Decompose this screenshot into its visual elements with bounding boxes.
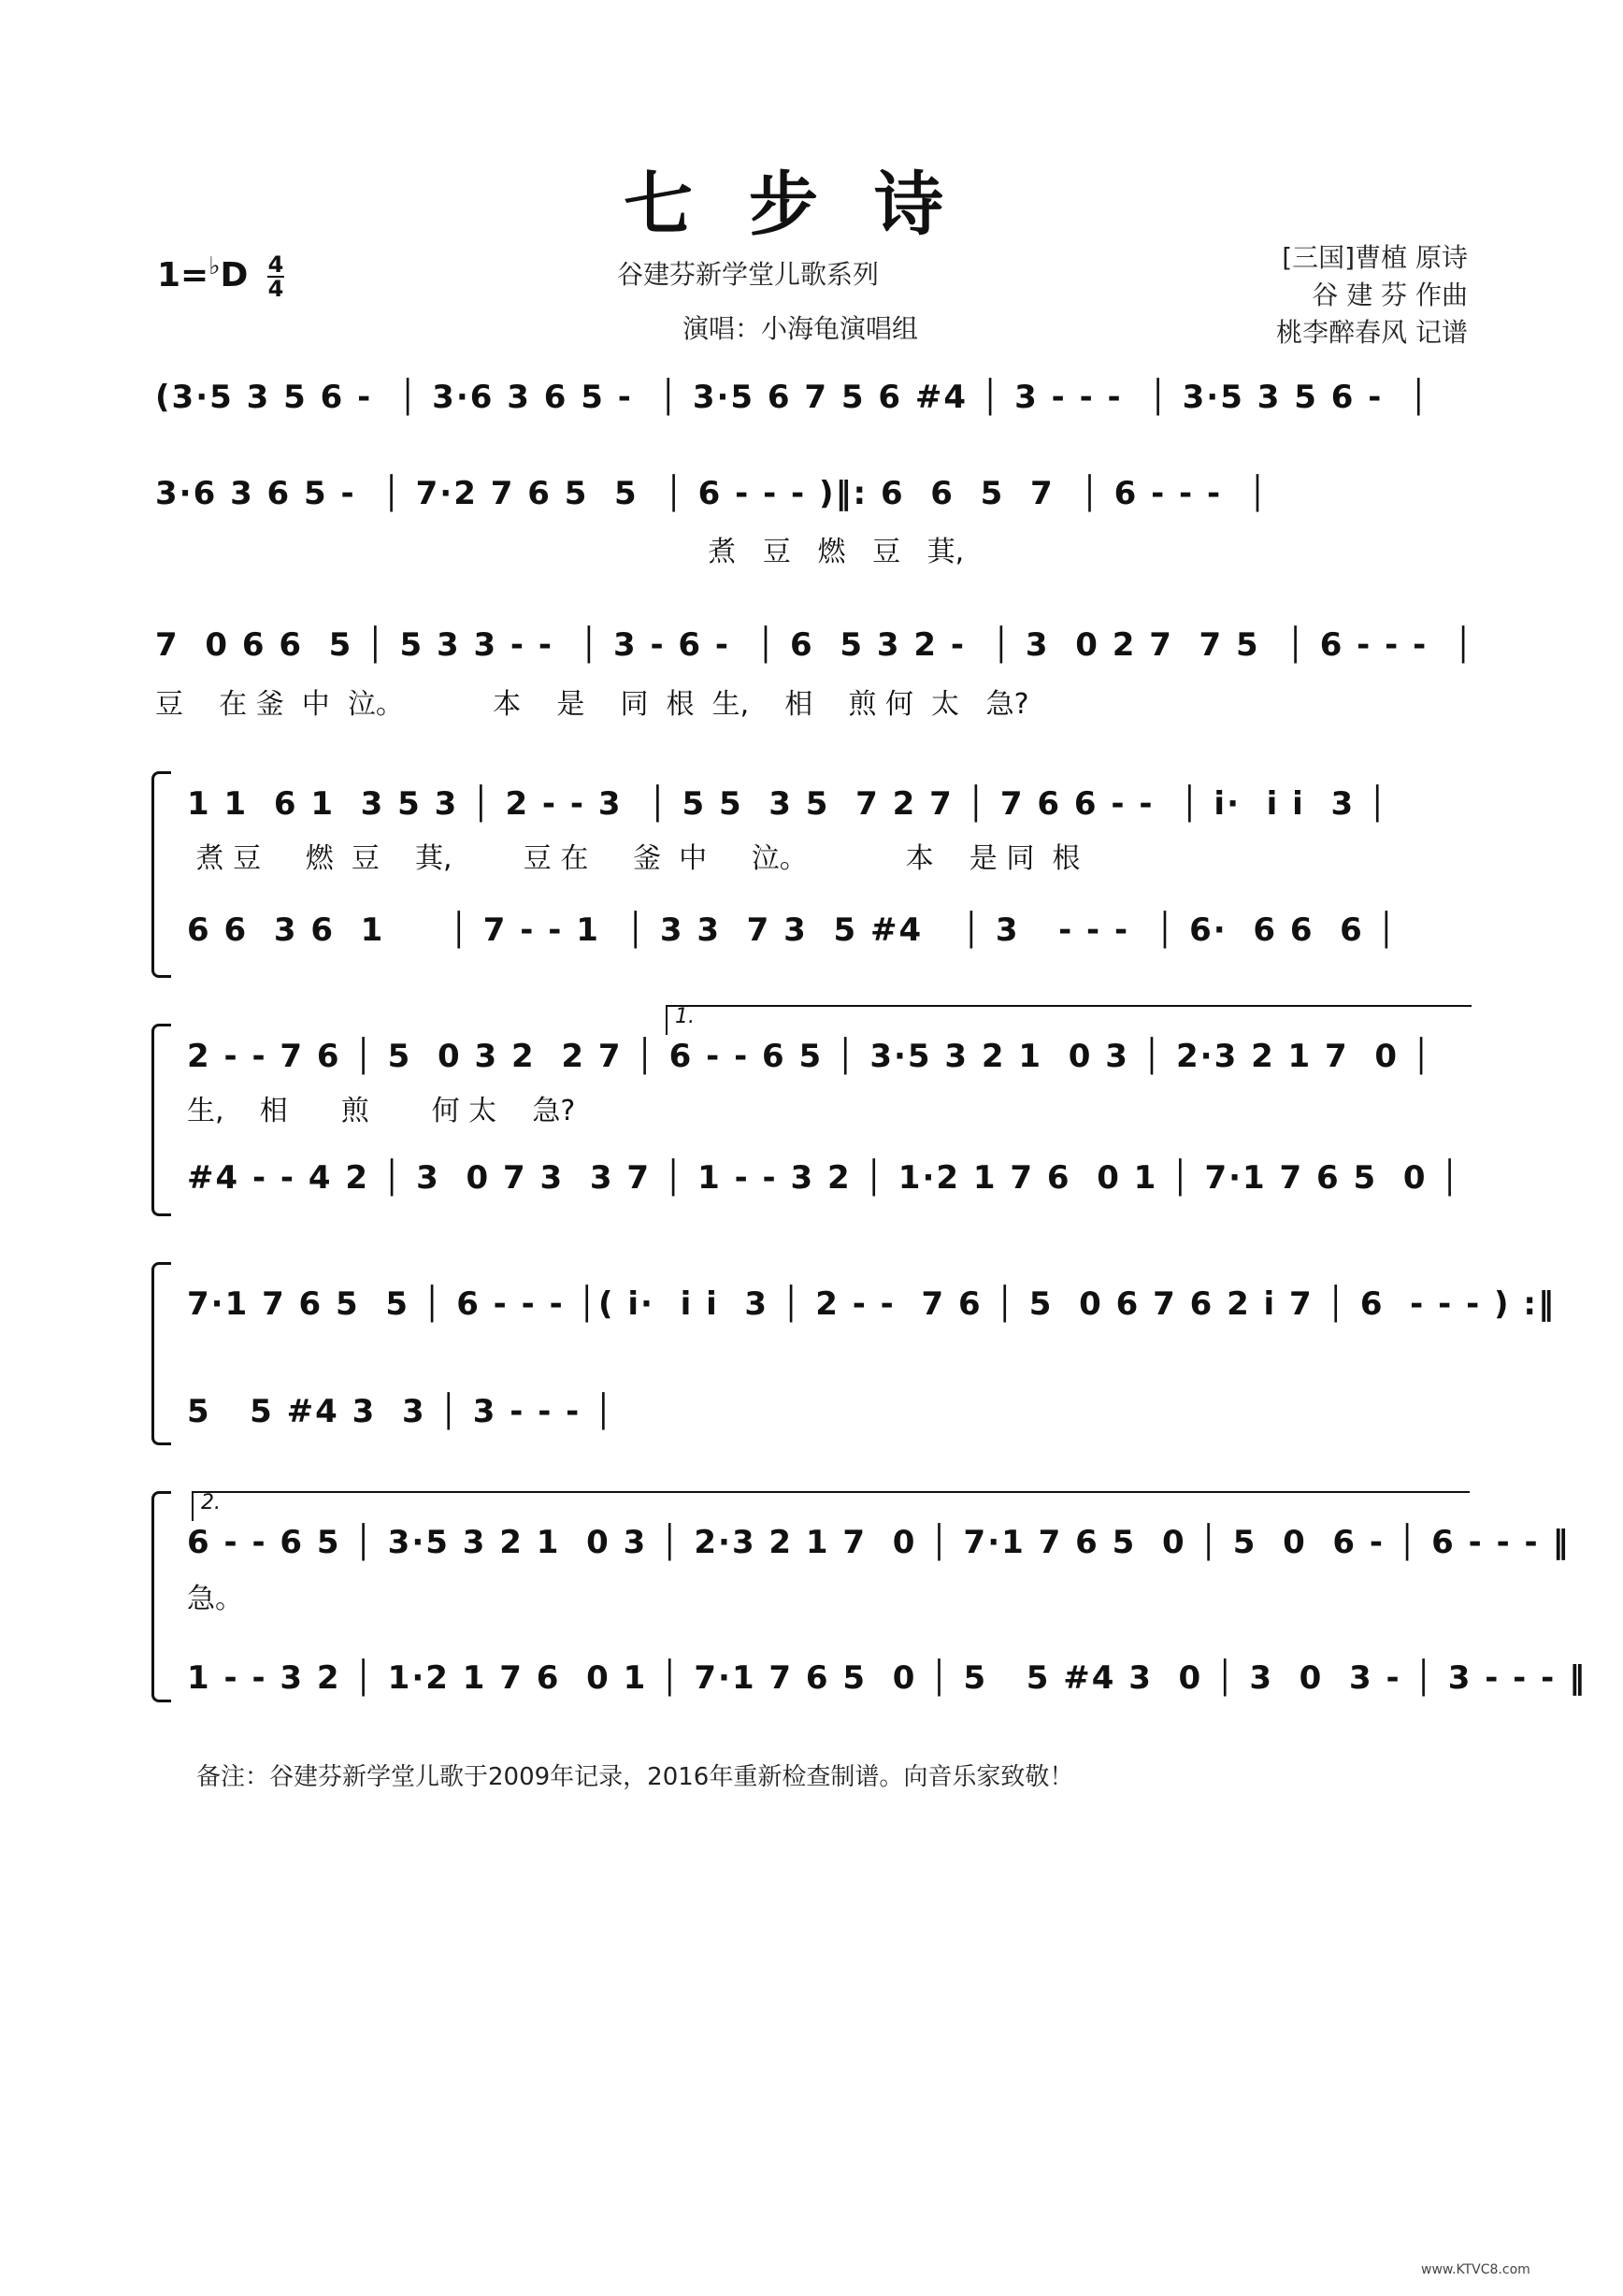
score-row-5-upper: 2 - - 7 6 │ 5 0 3 2 2 7 │ 6 - - 6 5 │ 3·5 3 2 1 0 3 │ 2·3 2 1 7 0 │ [187,1038,1433,1075]
score-row-3: 7 0 6 6 5 │ 5 3 3 - - │ 3 - 6 - │ 6 5 3 2 - │ 3 0 2 7 7 5 │ 6 - - - │ [155,626,1475,664]
score-row-7-lower: 1 - - 3 2 │ 1·2 1 7 6 0 1 │ 7·1 7 6 5 0 │ 5 5 #4 3 0 │ 3 0 3 - │ 3 - - - ‖ [187,1659,1587,1697]
credit-transcriber: 桃李醉春风 记谱 [1276,317,1468,348]
credits [1234,239,1468,352]
key-signature [157,252,284,300]
key-label: 1= [157,256,209,294]
system-brace-1 [151,771,171,978]
time-signature [267,253,284,300]
flat-sign: ♭ [208,252,221,280]
score-row-7-upper: 6 - - 6 5 │ 3·5 3 2 1 0 3 │ 2·3 2 1 7 0 │ 7·1 7 6 5 0 │ 5 0 6 - │ 6 - - - ‖ [187,1524,1571,1561]
lyric-row-2: 煮 豆 燃 豆 萁, [155,536,965,568]
score-row-1: (3·5 3 5 6 - │ 3·6 3 6 5 - │ 3·5 6 7 5 6 #4 │ 3 - - - │ 3·5 3 5 6 - │ [155,379,1430,416]
volta-first-ending [666,1005,1472,1035]
lyric-row-3: 豆 在 釜 中 泣。 本 是 同 根 生, 相 煎 何 太 急? [155,688,1029,721]
score-row-2: 3·6 3 6 5 - │ 7·2 7 6 5 5 │ 6 - - - )‖: 6 6 5 7 │ 6 - - - │ [155,475,1270,512]
score-row-6-upper: 7·1 7 6 5 5 │ 6 - - - │( i· i i 3 │ 2 - - 7 6 │ 5 0 6 7 6 2 i 7 │ 6 - - - ) :‖ [187,1285,1557,1323]
volta-second-ending [192,1491,1470,1521]
lyric-row-4: 煮 豆 燃 豆 萁, 豆 在 釜 中 泣。 本 是 同 根 [187,842,1081,875]
credit-composer: 谷 建 芬 作曲 [1312,280,1468,310]
footnote: 备注：谷建芬新学堂儿歌于2009年记录，2016年重新检查制谱。向音乐家致敬！ [196,1763,1074,1791]
score-row-5-lower: #4 - - 4 2 │ 3 0 7 3 3 7 │ 1 - - 3 2 │ 1·2 1 7 6 0 1 │ 7·1 7 6 5 0 │ [187,1159,1461,1197]
time-numerator: 4 [267,251,284,278]
singers: 演唱：小海龟演唱组 [682,313,919,344]
volta-1-label: 1. [675,1005,695,1028]
series-name: 谷建芬新学堂儿歌系列 [617,259,880,290]
watermark: www.KTVC8.com [1421,2262,1530,2277]
score-row-4-upper: 1 1 6 1 3 5 3 │ 2 - - 3 │ 5 5 3 5 7 2 7 │ 7 6 6 - - │ i· i i 3 │ [187,785,1389,823]
system-brace-4 [151,1491,171,1702]
time-denominator: 4 [267,276,284,302]
system-brace-2 [151,1024,171,1216]
score-row-4-lower: 6 6 3 6 1 │ 7 - - 1 │ 3 3 7 3 5 #4 │ 3 - - - │ 6· 6 6 6 │ [187,911,1399,949]
volta-2-label: 2. [201,1491,221,1514]
system-brace-3 [151,1262,171,1445]
song-title: 七步诗 [624,165,999,245]
credit-poem: [三国]曹植 原诗 [1282,242,1468,273]
lyric-row-7: 急。 [187,1583,243,1615]
lyric-row-5: 生, 相 煎 何 太 急? [187,1095,576,1127]
score-row-6-lower: 5 5 #4 3 3 │ 3 - - - │ [187,1393,615,1430]
key-note: D [220,256,249,294]
